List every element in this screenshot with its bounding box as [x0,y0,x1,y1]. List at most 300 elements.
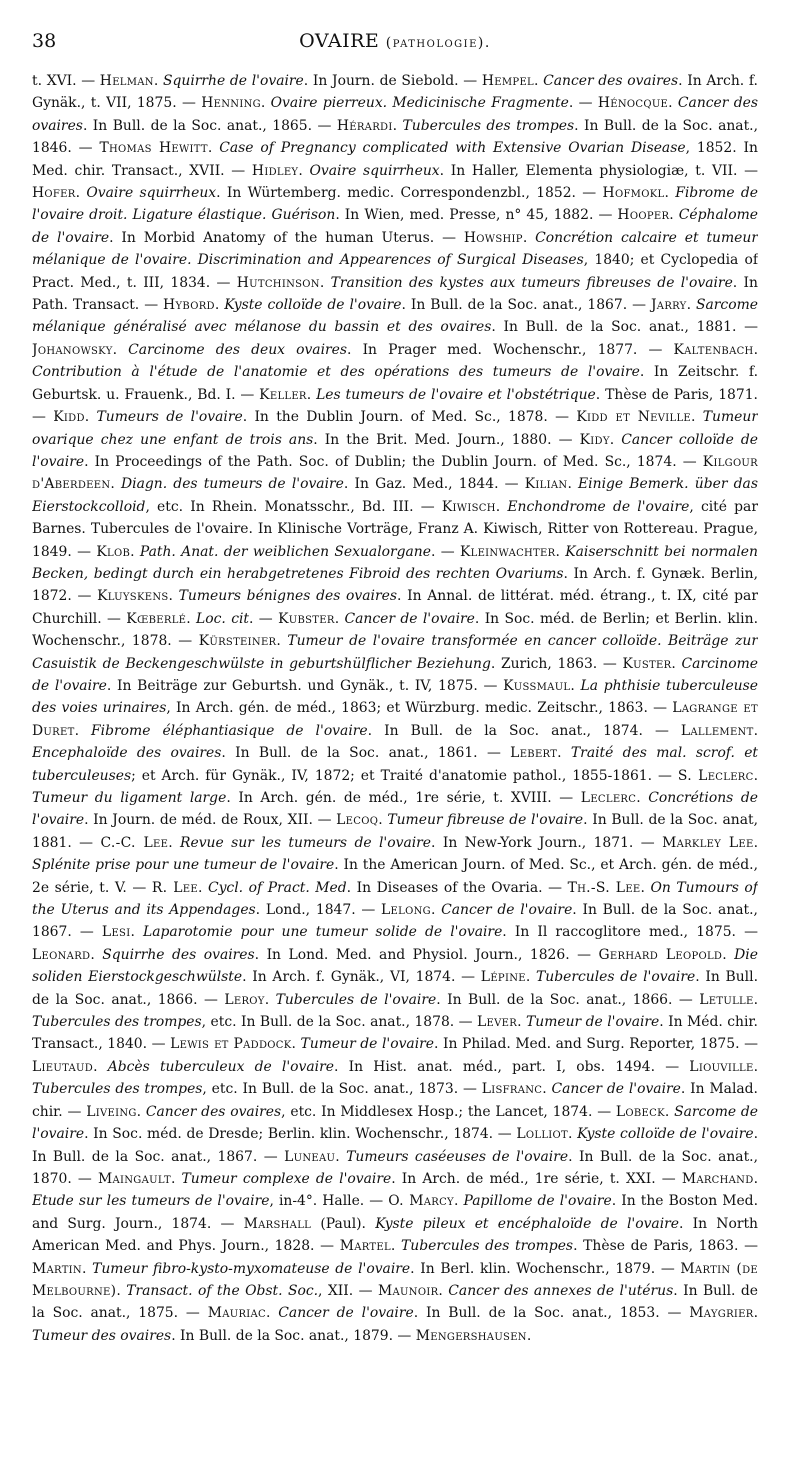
work-title: Carcinome des deux ovaires [128,341,348,358]
publication-details: ; et Arch. für Gynäk., IV, 1872; et Traité d'anatomie pathol., 1855-1861. [131,767,653,784]
author-name: Liouville [689,1058,754,1075]
work-title: Cancer de l'ovaire [278,1305,414,1322]
author-punctuation: . [90,946,103,963]
entry-separator: t. XVI. — [32,73,100,89]
entry-separator: — [737,162,758,179]
entry-separator: — [493,1126,517,1143]
publication-details: . In Morbid Anatomy of the human Uterus. [109,229,435,246]
entry-separator: — [736,319,758,336]
author-punctuation: . [567,1126,578,1143]
author-punctuation: . [438,1282,449,1299]
author-name: Kœberlé [126,610,187,627]
author-punctuation: . [306,386,317,403]
entry-separator: — [434,229,464,246]
author-name: Leonard [32,946,91,963]
author-name: Howship [463,229,523,246]
work-title: Case of Pregnancy complicated with Extensive Ovarian Disease [219,140,686,157]
work-title: Cancer de l'ovaire [551,1081,681,1098]
author-punctuation: . [753,767,758,784]
entry-separator: — [71,588,98,605]
publication-details: . In Wien, med. Presse, n° 45, 1882. [335,207,594,224]
work-title: Ovaire squirrheux [309,162,440,179]
entry-separator: — [455,969,481,986]
author-name: Kluyskens [97,588,169,605]
work-title: Tumeurs de l'ovaire [96,409,243,426]
work-title: Tumeur complexe de l'ovaire [181,1170,392,1187]
author-name: Jarry [650,297,687,314]
entry-separator: — [633,834,663,851]
entry-separator: — [32,409,54,426]
publication-details: , XII. [318,1282,354,1299]
publication-details: . In Bull. de la Soc. anat., 1870. [32,1148,758,1187]
work-title: Contribution à l'étude de l'anatomie et des opérations des tumeurs de l'ovaire [32,364,640,381]
entry-separator: — [569,946,599,963]
entry-separator: — [353,1282,378,1299]
entry-separator: — [101,610,127,627]
running-title [32,30,758,52]
author-punctuation: . [555,543,566,560]
author-name: Lesi [101,924,131,941]
publication-details: , etc. In Bull. de la Soc. anat., 1878. [201,1014,455,1031]
work-title: Die soliden Eierstockgeschwülste [32,946,758,986]
bibliography-entry [72,1171,656,1187]
author-punctuation: . [753,834,758,851]
publication-details: , etc. In Middlesex Hosp.; the Lancet, 1874. [281,1103,593,1120]
publication-details: . In the Boston Med. and Surg. Journ., 1874. [32,1193,758,1232]
author-name: Leclerc [580,790,637,806]
work-title: Transition des kystes aux tumeurs fibreuses de l'ovaire [330,274,733,291]
author-name: Kussmaul [503,677,571,694]
bibliography-entry [127,880,543,896]
work-title: Splénite prise pour une tumeur de l'ovaire [32,857,335,874]
work-title: Tumeur des ovaires [32,1327,172,1344]
work-title: Tumeurs caséeuses de l'ovaire [346,1148,569,1165]
work-title: Tumeur de l'ovaire [526,1014,660,1031]
author-punctuation: . [334,610,345,627]
work-title: Transact. of the Obst. Soc. [126,1282,319,1299]
author-punctuation: . [533,73,544,89]
author-name: Lelong [381,902,431,919]
author-punctuation: . [378,812,388,829]
author-punctuation: . [264,991,276,1008]
work-title: Tumeur du ligament large [32,790,227,806]
publication-details: . In Bull. de la Soc. anat., 1881. [491,319,737,336]
bibliography-entry [72,924,736,940]
author-punctuation: . [319,274,331,291]
entry-separator: — [655,1260,681,1277]
publication-details: . In Lond. Med. and Physiol. Journ., 1826. [254,946,570,963]
entry-separator: — [458,1081,482,1098]
author-punctuation: . [664,1103,675,1120]
work-title: Céphalome de l'ovaire [32,207,758,246]
publication-details: . In Annal. de littérat. méd. étrang., t. IX, cité par Churchill. [32,588,758,627]
author-name: Lieutaud [32,1058,94,1075]
entry-separator: — [176,95,202,112]
author-name: Hempel [481,73,534,89]
author-punctuation: . [686,297,696,314]
author-punctuation: . [671,655,682,672]
entry-separator: — [551,790,581,806]
publication-details: . In Journ. de méd. de Roux, XII. [84,812,313,829]
work-title: Cancer des ovaires [543,73,679,89]
publication-details: . In Beiträge zur Geburtsh. und Gynäk., t. IV, 1875. [106,677,478,694]
entry-separator: — [171,633,199,650]
author-name: Lobeck [615,1103,665,1120]
author-name: Gerhard Leopold [598,946,723,963]
author-punctuation: . [609,431,622,448]
publication-details: . In Bull. de la Soc. anat., 1846. [32,117,758,157]
bibliography-text [32,70,758,1347]
publication-details: , In Arch. gén. de méd., 1863; et Würzburg. medic. Zeitschr., 1863. [166,700,648,717]
publication-details: . Thèse de Paris, 1871. [595,386,758,403]
author-name: Maunoir [378,1282,439,1299]
entry-separator: — [735,924,758,941]
entry-separator: — [458,73,482,89]
publication-details: . In Bull. de la Soc. anat., 1853. [413,1305,660,1322]
work-title: La phthisie tuberculeuse des voies urinaires [32,677,758,717]
bibliography-entry [225,163,738,179]
entry-separator: — [224,162,252,179]
work-title: Les tumeurs de l'ovaire et l'obstétrique [316,386,596,403]
author-name: Lépine [480,969,526,986]
publication-details: . In Soc. méd. de Dresde; Berlin. klin. Wochenschr., 1874. [84,1126,494,1143]
work-title: Ovaire pierreux. Medicinische Fragmente [270,95,569,112]
author-name: Hérardi [336,117,393,134]
entry-separator: — [655,1170,682,1187]
entry-separator: — [71,834,101,851]
entry-separator: — [312,117,337,134]
author-punctuation: . [753,1305,758,1322]
author-punctuation: . [130,924,143,941]
author-punctuation: . [81,1260,93,1277]
author-name: Th.-S. Lee [567,879,641,896]
author-name: R. Lee [151,879,198,896]
publication-details: . Zurich, 1863. [490,655,598,672]
author-name: Kidy [579,431,610,448]
publication-details: . In Soc. méd. de Berlin; et Berlin. klin. Wochenschr., 1878. [32,610,758,650]
running-title-main: OVAIRE [299,30,380,52]
author-punctuation: . [74,722,92,739]
author-punctuation: . [276,633,288,650]
author-name: Marchand [681,1170,754,1187]
author-name: Lagrange et Duret [32,700,758,739]
author-punctuation: . [116,1282,127,1299]
entry-separator: — [575,185,603,202]
entry-separator: — [178,1305,208,1322]
entry-separator: — [253,610,279,627]
author-punctuation: . [153,73,163,89]
work-title: Kyste colloïde de l'ovaire [577,1126,754,1143]
publication-details: , in-4°. Halle. [269,1193,365,1210]
work-title: Tubercules des trompes [32,1081,203,1098]
work-title: Tubercules de l'ovaire [275,991,437,1008]
work-title: Tumeur de l'ovaire transformée en cancer colloïde. Beiträge zur Casuistik de Beckengeschwülste in geburtshülflicher Beziehung [32,633,758,672]
publication-details: . In New-York Journ., 1871. [431,834,634,851]
publication-details: . In Hist. anat. méd., part. I, obs. 1494. [333,1058,655,1075]
entry-separator: — [542,879,568,896]
author-punctuation: . [84,409,97,426]
work-title: Kyste colloïde de l'ovaire [224,297,402,314]
publication-details: . In Bull. de la Soc. anat., 1879. [171,1327,393,1344]
work-title: Diagn. des tumeurs de l'ovaire [121,476,344,493]
author-punctuation: . [525,969,537,986]
publication-details: . In North American Med. and Phys. Journ., 1828. [32,1215,758,1255]
work-title: Cancer des ovaires [145,1103,282,1120]
author-name: Henning [201,95,261,112]
author-punctuation: . [753,1170,758,1187]
entry-separator: — [659,1305,690,1322]
work-title: Tubercules des trompes [402,117,575,134]
work-title: Path. Anat. der weiblichen Sexualorgane [139,543,431,560]
work-title: Cancer de l'ovaire [441,902,573,919]
publication-details: . In Berl. klin. Wochenschr., 1879. [410,1260,656,1277]
author-name: Leroy [224,991,265,1008]
entry-separator: — [655,1058,690,1075]
author-name: Lisfranc [481,1081,543,1098]
work-title: Traité des mal. scrof. et tuberculeuses [32,745,758,784]
publication-details: . In Bull. de la Soc. anat., 1866. [32,969,758,1008]
author-punctuation: . [298,162,310,179]
work-title: Cycl. of Pract. Med [207,879,347,896]
work-title: Tumeurs bénignes des ovaires [178,588,397,605]
author-punctuation: . [75,185,87,202]
entry-separator: — [257,1148,285,1165]
entry-separator: — [393,1327,416,1344]
entry-separator: — [642,722,681,739]
author-name: Hofmokl [602,185,665,202]
entry-separator: — [147,1036,171,1053]
entry-separator: — [71,140,100,157]
author-punctuation: . [753,722,758,739]
author-name: Hooper [617,207,670,224]
entry-separator: — [126,879,152,896]
publication-details: . In Zeitschr. f. Geburtsk. u. Frauenk., Bd. I. [32,364,758,403]
author-name: Martin [32,1260,82,1277]
bibliography-entry [236,387,758,403]
entry-separator: — [547,409,577,426]
author-name: Helman [99,73,154,89]
author-name: Hidley [251,162,299,179]
author-name: Marshall [243,1215,312,1232]
publication-details: . In Bull. de la Soc. anat, 1881. [32,812,758,851]
author-punctuation: . [168,834,181,851]
author-name: Luneau [284,1148,336,1165]
author-name: Liveing [86,1103,137,1120]
author-punctuation: . [636,790,649,806]
author-punctuation: . [542,1081,552,1098]
publication-details: . In Path. Transact. [32,274,758,314]
entry-separator: — [551,431,580,448]
work-title: Etude sur les tumeurs de l'ovaire [32,1193,270,1210]
author-punctuation: . [136,1103,146,1120]
work-title: Squirrhe des ovaires [102,946,255,963]
author-punctuation: . [517,1014,526,1031]
entry-separator: — [637,341,674,358]
publication-details: . In Il raccoglitore med., 1875. [502,924,736,941]
author-punctuation: . [453,1193,464,1210]
bibliography-entry [198,992,673,1008]
author-punctuation: . [640,879,651,896]
entry-separator: — [454,1014,478,1031]
work-title: Abcès tuberculeux de l'ovaire [107,1058,334,1075]
author-name: Lolliot [516,1126,568,1143]
author-name: Martel [339,1238,391,1255]
publication-details: . In Würtemberg. medic. Correspondenzbl., 1852. [216,185,576,202]
author-punctuation: . [266,1305,279,1322]
publication-details: . In Gaz. Med., 1844. [343,476,499,493]
bibliography-entry [72,544,436,560]
author-punctuation: . [522,229,536,246]
work-title: Papillome de l'ovaire [463,1193,612,1210]
author-punctuation: . [557,745,571,762]
author-punctuation: . [567,476,579,493]
work-title: Cancer colloïde de l'ovaire [32,431,758,470]
work-title: Encephaloïde des ovaires [32,745,222,762]
work-title: Concrétion calcaire et tumeur mélanique de l'ovaire. Discrimination and Appearences of Surgical Diseases [32,229,758,269]
author-punctuation: . [753,1058,758,1075]
author-name: Kilian [524,476,568,493]
author-name: Martin (de Melbourne) [32,1260,758,1299]
author-name: Kuster [622,655,672,672]
author-name: Kürsteiner [198,633,277,650]
author-punctuation: . [570,677,581,694]
bibliography-entry [178,1305,660,1321]
publication-details: , 1852. In Med. chir. Transact., XVII. [32,140,758,179]
bibliography-entry [314,1238,738,1254]
publication-details: . In Diseases of the Ovaria. [346,879,543,896]
author-punctuation: . [93,1058,108,1075]
entry-separator: — [71,543,97,560]
publication-details: . In Arch. f. Gynæk. Berlin, 1872. [32,565,758,605]
work-title: On Tumours of the Uterus and its Appendages [32,879,758,919]
author-punctuation: . [668,95,678,112]
author-punctuation: . [335,1148,347,1165]
entry-separator: — [139,297,164,314]
author-punctuation: . [430,902,442,919]
entry-separator: — [355,902,382,919]
publication-details: . In Malad. chir. [32,1081,758,1120]
publication-details: . In Arch. de méd., 1re série, t. XXI. [391,1170,656,1187]
entry-separator: — [597,655,623,672]
author-punctuation: . [392,117,403,134]
author-punctuation: . [112,341,129,358]
author-punctuation: . [170,1170,182,1187]
entry-separator: — [62,1103,87,1120]
entry-separator: — [211,1215,244,1232]
publication-details: . In Arch. f. Gynäk., VI, 1874. [242,969,456,986]
bibliography-entry [393,1328,531,1344]
author-punctuation: . [291,1036,301,1053]
bibliography-entry [72,835,634,851]
entry-separator: — [647,700,673,717]
publication-details: . In Bull. de la Soc. anat., 1866. [436,991,673,1008]
author-punctuation: . [207,140,220,157]
entry-separator: — [312,812,337,829]
author-name: Mengershausen [415,1327,527,1344]
author-name: Klob [96,543,131,560]
author-punctuation: . [664,185,676,202]
author-punctuation: . [186,610,197,627]
work-title: Cancer des ovaires [32,95,758,134]
author-name: Kaltenbach [673,341,754,358]
publication-details: . [249,610,254,627]
work-title: Tumeur fibro-kysto-myxomateuse de l'ovaire [92,1260,411,1277]
author-name: Kiwisch [441,498,496,515]
work-title: Sarcome mélanique généralisé avec mélanose du bassin et des ovaires [32,297,758,336]
author-punctuation: . [722,946,735,963]
work-title: Tumeur ovarique chez une enfant de trois ans [32,409,758,448]
author-name: Lebert [510,745,558,762]
work-title: Concrétions de l'ovaire [32,790,758,829]
entry-separator: — [498,476,525,493]
entry-separator: — [71,1170,98,1187]
publication-details: . In Proceedings of the Path. Soc. of Dublin; the Dublin Journ. of Med. Sc., 1874. [84,453,677,470]
work-title: Einige Bemerk. über das Eierstockcolloid [32,476,758,515]
author-name: C.-C. Lee [100,834,169,851]
author-name: Lallement [680,722,754,739]
author-punctuation: . [168,588,179,605]
author-name: Mauriac [207,1305,267,1322]
entry-separator: — [477,677,504,694]
work-title: Tubercules des trompes [401,1238,574,1255]
entry-separator: — [592,1103,616,1120]
work-title: Carcinome de l'ovaire [32,655,758,694]
entry-separator: — [593,207,618,224]
entry-separator: — [314,1238,340,1255]
work-title: Ovaire squirrheux [86,185,217,202]
bibliography-entry [139,297,627,313]
author-name: O. Marcy [388,1193,454,1210]
publication-details: . In Bull. de la Soc. anat., 1861. [221,745,478,762]
entry-separator: — [676,453,703,470]
publication-details: . Lond., 1847. [255,902,356,919]
work-title: Kyste pileux et encéphaloïde de l'ovaire [375,1215,679,1232]
publication-details: . In Bull. de la Soc. anat., 1875. [32,1282,758,1322]
publication-details: . [568,95,574,112]
entry-separator: — [739,1036,758,1053]
author-punctuation: . [526,1327,532,1344]
author-punctuation: . [110,476,122,493]
publication-details: . In Bull. de la Soc. anat., 1867. [32,902,758,941]
work-title: Fibrome éléphantiasique de l'ovaire [91,722,368,739]
publication-details: . In Arch. f. Gynäk., t. VII, 1875. [32,73,758,112]
bibliography-entry [177,95,574,111]
work-title: Cancer de l'ovaire [344,610,475,627]
entry-separator: — [71,924,102,941]
author-name: Kilgour d'Aberdeen [32,453,758,493]
work-title: Squirrhe de l'ovaire [162,73,304,89]
author-punctuation: . [214,297,225,314]
author-name: Lewis et Paddock [170,1036,292,1053]
work-title: Loc. cit [196,610,250,627]
author-name: S. Leclerc [677,767,754,784]
publication-details: . In Arch. gén. de méd., 1re série, t. XVIII. [226,790,552,806]
author-punctuation: . [130,543,140,560]
publication-details: , 1840; et Cyclopedia of Pract. Med., t. III, 1834. [32,252,758,291]
entry-separator: — [435,543,460,560]
entry-separator: — [197,991,225,1008]
author-punctuation: . [691,409,703,426]
entry-separator: — [364,1193,389,1210]
author-name: Maygrier [689,1305,754,1322]
author-punctuation: . [197,879,208,896]
author-name: Hofer [32,185,76,202]
publication-details: . In Philad. Med. and Surg. Reporter, 1875. [434,1036,740,1053]
work-title: Laparotomie pour une tumeur solide de l'ovaire [143,924,503,941]
publication-details: . In the American Journ. of Med. Sc., et Arch. gén. de méd., 2e série, t. V. [32,857,758,896]
author-name: Keller [259,386,307,403]
entry-separator: — [477,745,511,762]
